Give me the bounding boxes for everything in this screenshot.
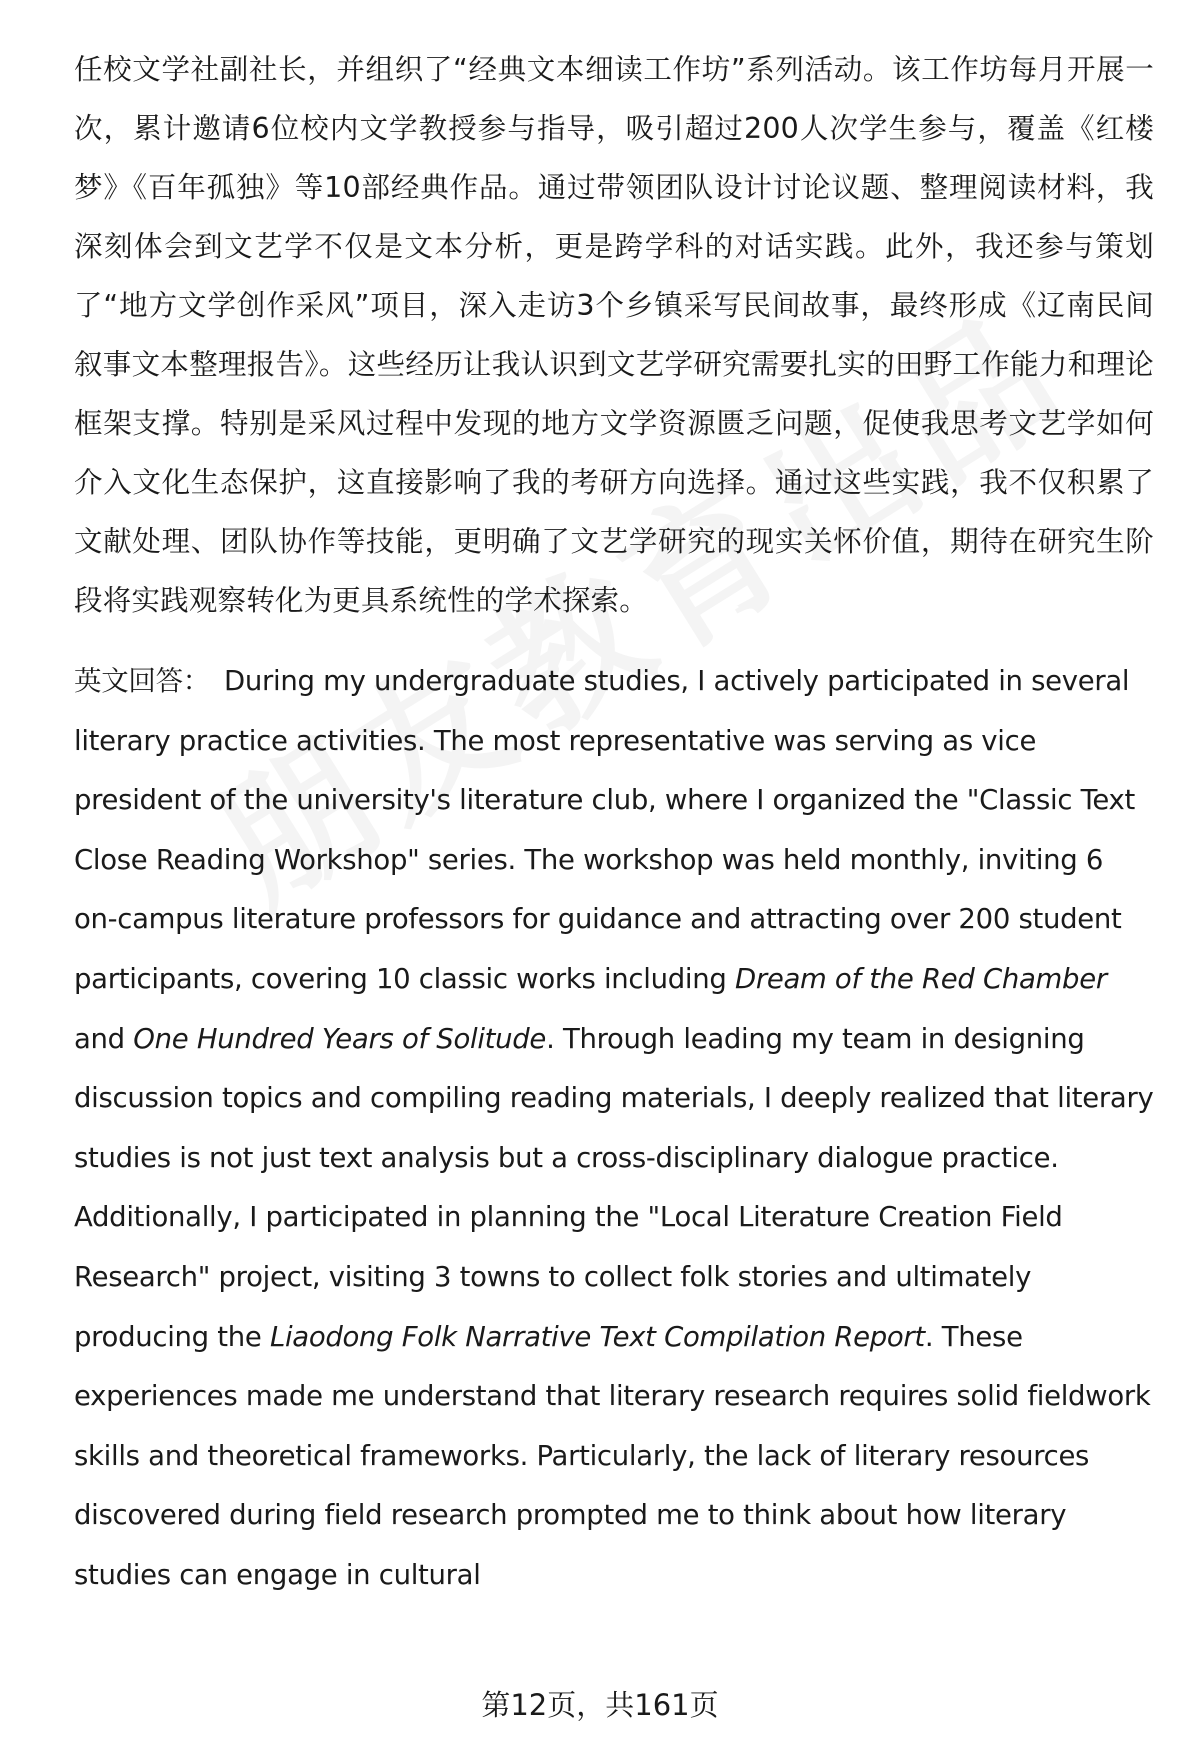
english-text-segment: . These experiences made me understand that literary research requires solid fieldwork skills and theoretical frameworks. Particularly, the lack of literary resources discovered during field research prompted me to think about how literary studies can engage in cultural: [74, 1320, 1151, 1591]
page-number-footer: 第12页，共161页: [481, 1688, 719, 1722]
chinese-answer-paragraph: 任校文学社副社长，并组织了“经典文本细读工作坊”系列活动。该工作坊每月开展一次，累计邀请6位校内文学教授参与指导，吸引超过200人次学生参与，覆盖《红楼梦》《百年孤独》等10部经典作品。通过带领团队设计讨论议题、整理阅读材料，我深刻体会到文艺学不仅是文本分析，更是跨学科的对话实践。此外，我还参与策划了“地方文学创作采风”项目，深入走访3个乡镇采写民间故事，最终形成《辽南民间叙事文本整理报告》。这些经历让我认识到文艺学研究需要扎实的田野工作能力和理论框架支撑。特别是采风过程中发现的地方文学资源匮乏问题，促使我思考文艺学如何介入文化生态保护，这直接影响了我的考研方向选择。通过这些实践，我不仅积累了文献处理、团队协作等技能，更明确了文艺学研究的现实关怀价值，期待在研究生阶段将实践观察转化为更具系统性的学术探索。: [74, 53, 1154, 617]
english-text-segment: During my undergraduate studies, I actively participated in several literary practice activities. The most representative was serving as vice president of the university's literature club, where I organized the "Classic Text Close Reading Workshop" series. The workshop was held monthly, inviting 6 on-campus literature professors for guidance and attracting over 200 student participants, covering 10 classic works including: [74, 665, 1136, 995]
italic-book-title: One Hundred Years of Solitude: [133, 1022, 547, 1055]
italic-book-title: Dream of the Red Chamber: [734, 962, 1107, 995]
document-body: [74, 40, 1154, 1606]
english-answer-label: 英文回答：: [74, 665, 210, 697]
english-text-segment: . Through leading my team in designing discussion topics and compiling reading materials, I deeply realized that literary studies is not just text analysis but a cross-disciplinary dialogue practice. Additionally, I participated in planning the "Local Literature Creation Field Research" project, visiting 3 towns to collect folk stories and ultimately producing the: [74, 1022, 1154, 1353]
english-answer-paragraph: [74, 652, 1154, 1606]
italic-report-title: Liaodong Folk Narrative Text Compilation Report: [269, 1320, 925, 1353]
english-text-segment: and: [74, 1022, 134, 1055]
